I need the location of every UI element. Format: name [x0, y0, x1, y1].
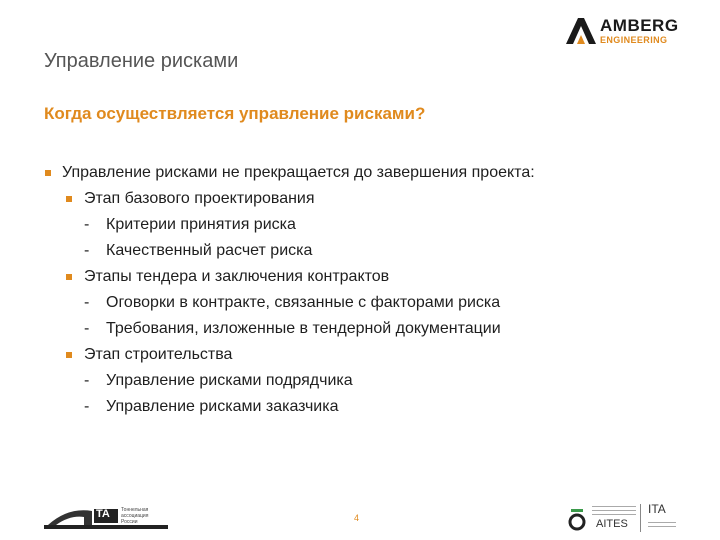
ita-aites-logo	[568, 500, 678, 539]
bullet-square-icon	[45, 170, 51, 176]
dash-icon: -	[84, 294, 90, 311]
amberg-logo	[566, 16, 684, 46]
bullet-list	[44, 160, 684, 420]
amberg-logo-icon	[566, 18, 596, 44]
page-title: Управление рисками	[44, 50, 239, 72]
ita-abbr: ITA	[648, 502, 666, 516]
dash-icon: -	[84, 372, 90, 389]
dash-icon: -	[84, 216, 90, 233]
bullet-item: - Управление рисками подрядчика	[44, 368, 684, 394]
bullet-item: - Управление рисками заказчика	[44, 394, 684, 420]
logo-name: AMBERG	[600, 16, 679, 35]
bullet-square-icon	[66, 196, 72, 202]
bullet-square-icon	[66, 352, 72, 358]
bullet-item: Этап строительства	[44, 342, 684, 368]
logo-subtitle: ENGINEERING	[600, 35, 668, 45]
bullet-item: Управление рисками не прекращается до завершения проекта:	[44, 160, 684, 186]
aites-name: AITES	[596, 518, 628, 530]
dash-icon: -	[84, 242, 90, 259]
section-subtitle: Когда осуществляется управление рисками?	[44, 104, 426, 123]
bullet-item: - Оговорки в контракте, связанные с факторами риска	[44, 290, 684, 316]
bullet-item: Этап базового проектирования	[44, 186, 684, 212]
dash-icon: -	[84, 320, 90, 337]
bullet-square-icon	[66, 274, 72, 280]
bullet-item: - Критерии принятия риска	[44, 212, 684, 238]
tunnel-association-logo	[44, 505, 168, 534]
bullet-item: - Требования, изложенные в тендерной документации	[44, 316, 684, 342]
page-number: 4	[354, 513, 360, 523]
bullet-item: Этапы тендера и заключения контрактов	[44, 264, 684, 290]
ta-line: ассоциация	[121, 513, 149, 519]
ta-abbr: TA	[96, 508, 110, 520]
dash-icon: -	[84, 398, 90, 415]
ta-line: России	[121, 519, 138, 525]
ta-line: Тоннельная	[121, 507, 149, 513]
bullet-item: - Качественный расчет риска	[44, 238, 684, 264]
